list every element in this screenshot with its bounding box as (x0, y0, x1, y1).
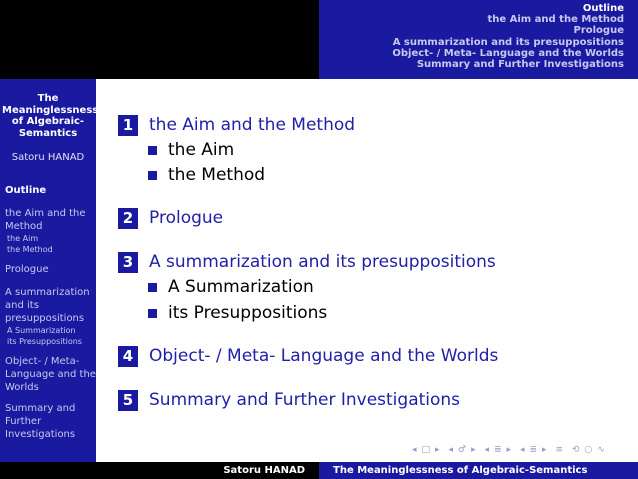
sidebar-item-line: the Aim and the (5, 208, 86, 219)
section-title: A summarization and its presuppositions (149, 252, 496, 272)
sidebar-item-line: and its (5, 300, 39, 311)
nav-prev-slide-icon[interactable]: ◂ (519, 445, 526, 455)
sidebar-item-line: A summarization (5, 287, 90, 298)
navigation-symbols (412, 445, 632, 457)
nav-frame-icon[interactable]: □ (421, 445, 432, 455)
nav-forward-icon[interactable]: ∿ (597, 445, 606, 455)
sidebar-author: Satoru HANAD (11, 152, 85, 163)
header-nav-summary[interactable]: Summary and Further Investigations (416, 59, 624, 71)
sidebar-item-summarization[interactable] (5, 286, 90, 325)
footer (0, 462, 638, 479)
nav-search-icon[interactable]: ○ (584, 445, 594, 455)
subsection-aim[interactable] (148, 140, 234, 160)
footer-title: The Meaninglessness of Algebraic-Semantics (319, 462, 638, 479)
nav-back-icon[interactable]: ⟲ (571, 445, 581, 455)
header-nav-summarization[interactable]: A summarization and its presuppositions (392, 36, 624, 48)
sidebar-item-aim-method[interactable] (5, 207, 86, 233)
sidebar-item-line: presuppositions (5, 313, 85, 324)
bullet-square-icon (148, 283, 157, 292)
sidebar-title-line: The (37, 93, 59, 104)
section-number: 1 (118, 115, 138, 136)
section-number: 2 (118, 208, 138, 229)
subsection-title: the Aim (168, 140, 235, 160)
nav-prev-section-icon[interactable]: ◂ (484, 445, 490, 455)
header-nav-outline[interactable]: Outline (582, 3, 624, 14)
section-title: Object- / Meta- Language and the Worlds (149, 346, 499, 366)
nav-next-slide-icon[interactable]: ▸ (542, 445, 548, 455)
subsection-title: the Method (168, 165, 266, 185)
section-3[interactable] (118, 251, 496, 273)
sidebar-item-line: Method (5, 221, 43, 232)
nav-outline-icon[interactable]: ≡ (555, 445, 564, 455)
section-title: the Aim and the Method (149, 115, 356, 135)
sidebar-subitem-method[interactable]: the Method (7, 245, 53, 254)
bullet-square-icon (148, 171, 157, 180)
sidebar-title[interactable] (2, 93, 99, 139)
nav-prev-subsection-icon[interactable]: ◂ (448, 445, 454, 455)
section-2[interactable] (118, 207, 223, 229)
sidebar-title-line: Meaninglessness (2, 104, 99, 116)
sidebar-item-prologue[interactable]: Prologue (5, 264, 49, 275)
section-number: 4 (118, 346, 138, 367)
bullet-square-icon (148, 146, 157, 155)
section-title: Summary and Further Investigations (149, 390, 461, 410)
subsection-method[interactable] (148, 165, 265, 185)
section-number: 3 (118, 252, 138, 273)
sidebar-item-line: Investigations (5, 429, 76, 440)
sidebar-subitem-aim[interactable]: the Aim (7, 234, 39, 243)
header-nav-prologue[interactable]: Prologue (573, 25, 624, 37)
section-title: Prologue (149, 208, 224, 228)
sidebar-item-line: Summary and (5, 403, 76, 414)
subsection-title: its Presuppositions (168, 303, 328, 323)
bullet-square-icon (148, 309, 157, 318)
sidebar-subitem-presuppositions[interactable]: its Presuppositions (7, 337, 82, 346)
sidebar-item-line: Language and the (5, 369, 96, 380)
subsection-summarization[interactable] (148, 277, 314, 297)
sidebar-subitem-summarization[interactable]: A Summarization (7, 326, 76, 335)
nav-slide-icon[interactable]: ≣ (529, 445, 539, 455)
sidebar-item-outline[interactable]: Outline (5, 185, 47, 196)
sidebar-item-line: Further (5, 416, 42, 427)
footer-author: Satoru HANAD (0, 462, 319, 479)
subsection-title: A Summarization (168, 277, 314, 297)
nav-section-icon[interactable]: ≣ (494, 445, 503, 455)
section-5[interactable] (118, 389, 460, 411)
sidebar-item-line: Worlds (5, 382, 39, 393)
section-number: 5 (118, 390, 138, 411)
sidebar-item-object-meta[interactable] (5, 355, 96, 394)
section-1[interactable] (118, 114, 355, 136)
subsection-presuppositions[interactable] (148, 303, 327, 323)
nav-subsection-icon[interactable]: ♂ (457, 445, 468, 455)
header-left-panel (0, 0, 319, 79)
header-nav-object-meta[interactable]: Object- / Meta- Language and the Worlds (392, 47, 624, 59)
nav-next-subsection-icon[interactable]: ▸ (471, 445, 477, 455)
header-navigation (319, 3, 638, 70)
sidebar-item-line: Object- / Meta- (5, 356, 80, 367)
nav-next-section-icon[interactable]: ▸ (506, 445, 513, 455)
section-4[interactable] (118, 345, 498, 367)
sidebar-title-line: Semantics (18, 127, 78, 139)
nav-prev-frame-icon[interactable]: ◂ (412, 445, 418, 455)
sidebar-title-line: of Algebraic- (11, 116, 85, 127)
header-nav-aim-method[interactable]: the Aim and the Method (487, 14, 624, 26)
sidebar-item-summary[interactable] (5, 402, 75, 441)
sidebar (0, 79, 99, 462)
nav-next-frame-icon[interactable]: ▸ (435, 445, 441, 455)
